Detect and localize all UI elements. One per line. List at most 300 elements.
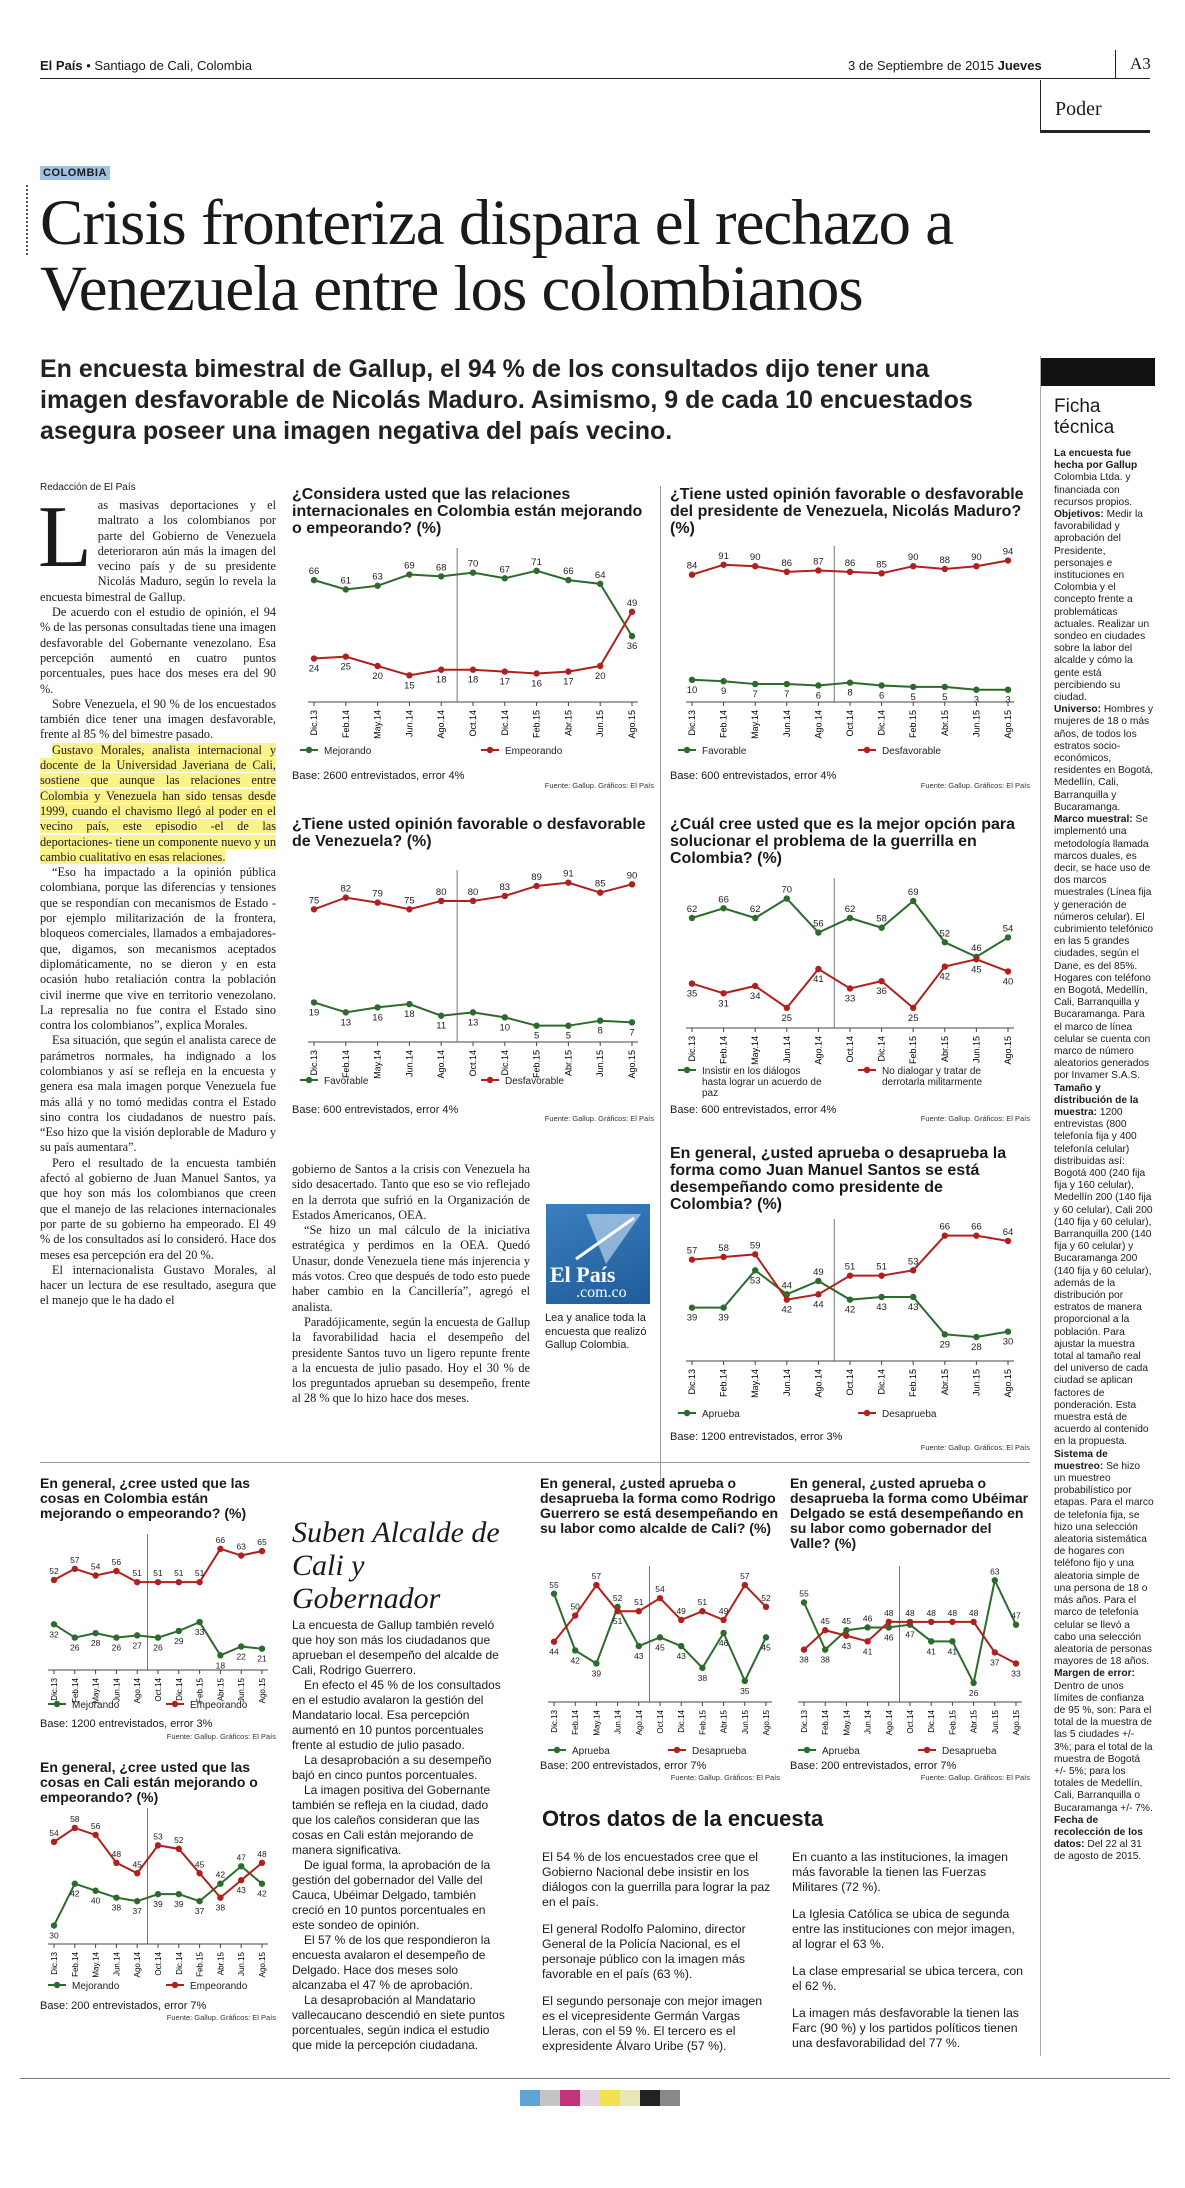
series-line: [314, 571, 632, 636]
ficha-text: Colombia Ltda. y financiada con recursos propios.: [1054, 472, 1133, 508]
data-label: 48: [111, 1848, 122, 1859]
data-label: 84: [686, 560, 698, 572]
data-label: 90: [907, 552, 919, 564]
data-point: [1005, 557, 1011, 563]
x-tick-label: Feb.15: [698, 1710, 708, 1735]
data-label: 7: [752, 689, 758, 701]
legend-label: Favorable: [324, 1076, 369, 1087]
data-point: [864, 1624, 870, 1630]
chart-base: Base: 600 entrevistados, error 4%: [292, 1104, 459, 1116]
x-tick-label: May.14: [372, 710, 383, 739]
x-tick-label: Dic.13: [550, 1710, 559, 1733]
page-number: A3: [1130, 54, 1151, 73]
data-point: [259, 1881, 265, 1887]
data-point: [973, 687, 979, 693]
data-label: 48: [926, 1607, 936, 1618]
data-point: [51, 1922, 57, 1928]
data-label: 55: [799, 1588, 809, 1599]
kicker: COLOMBIA: [40, 166, 110, 180]
data-label: 91: [718, 550, 729, 562]
data-label: 25: [781, 1012, 793, 1024]
series-line: [314, 612, 632, 675]
x-tick-label: Dic.14: [927, 1710, 937, 1733]
chart-source: Fuente: Gallup. Gráficos: El País: [670, 1773, 780, 1782]
data-label: 28: [90, 1638, 101, 1649]
data-label: 47: [1011, 1610, 1021, 1621]
data-point: [343, 586, 349, 592]
data-label: 38: [215, 1902, 226, 1913]
data-point: [438, 1013, 444, 1019]
data-point: [657, 1634, 663, 1640]
column-divider: [660, 486, 661, 1486]
legend-dot: [487, 1077, 493, 1083]
data-label: 49: [813, 1267, 824, 1278]
data-point: [878, 1272, 884, 1278]
data-point: [406, 1001, 412, 1007]
data-point: [502, 668, 508, 674]
x-tick-label: Oct.14: [154, 1952, 163, 1976]
color-swatch: [540, 2090, 560, 2106]
data-point: [113, 1634, 119, 1640]
data-label: 44: [549, 1646, 559, 1657]
x-tick-label: Jun.14: [112, 1678, 122, 1703]
data-label: 38: [111, 1902, 122, 1913]
legend-dot: [54, 1701, 60, 1707]
x-tick-label: Jun.14: [404, 1050, 415, 1078]
data-point: [438, 667, 444, 673]
data-point: [763, 1634, 769, 1640]
paragraph-highlighted: [40, 743, 276, 865]
data-point: [636, 1608, 642, 1614]
data-point: [720, 678, 726, 684]
legend-label: Aprueba: [572, 1746, 610, 1757]
chart-source: Fuente: Gallup. Gráficos: El País: [920, 1773, 1030, 1782]
data-point: [134, 1870, 140, 1876]
data-point: [565, 1022, 571, 1028]
data-point: [689, 572, 695, 578]
data-label: 52: [174, 1834, 184, 1845]
chart-relaciones-svg: [292, 544, 654, 774]
ficha-item: [1054, 814, 1154, 1082]
data-point: [970, 1680, 976, 1686]
data-label: 41: [813, 974, 824, 985]
data-label: 45: [820, 1616, 830, 1627]
ficha-tecnica: [1054, 448, 1154, 1864]
data-point: [801, 1646, 807, 1652]
legend-dot: [864, 747, 870, 753]
data-point: [720, 990, 726, 996]
x-tick-label: Feb.14: [821, 1710, 831, 1735]
data-label: 86: [844, 557, 856, 569]
data-point: [784, 1005, 790, 1011]
data-point: [689, 1304, 695, 1310]
data-label: 5: [942, 691, 948, 703]
data-label: 8: [597, 1025, 603, 1037]
data-label: 52: [612, 1592, 623, 1603]
x-tick-label: Jun.15: [971, 1369, 982, 1397]
data-point: [678, 1617, 684, 1623]
data-label: 62: [686, 904, 698, 915]
x-tick-label: Abr.15: [563, 710, 574, 737]
x-tick-label: Feb.14: [571, 1710, 581, 1735]
data-label: 59: [749, 1240, 761, 1252]
data-point: [155, 1842, 161, 1848]
data-point: [238, 1552, 244, 1558]
data-label: 64: [594, 569, 606, 581]
ficha-item: [1054, 448, 1154, 509]
data-point: [942, 1331, 948, 1337]
data-label: 46: [884, 1632, 894, 1643]
data-point: [565, 879, 571, 885]
data-label: 57: [686, 1245, 698, 1257]
data-point: [176, 1628, 182, 1634]
data-point: [1005, 1328, 1011, 1334]
data-label: 71: [531, 556, 542, 568]
elpais-promo-logo[interactable]: [546, 1204, 650, 1304]
data-point: [699, 1665, 705, 1671]
ficha-title: Ficha técnica: [1054, 396, 1115, 438]
data-point: [815, 567, 821, 573]
chart-santos: [670, 1145, 1030, 1452]
paragraph: Esa situación, que según el analista carece de parámetros normales, ha indignado a los colombianos y así se refleja en la encuesta y genera esa mala imagen porque Venezuela fue más allá y no tomó medidas contra el Estado sino contra los ciudadanos de nuestro país. “Eso hizo que la visión deplorable de Maduro y su país aumentara”.: [40, 1033, 276, 1155]
data-label: 39: [591, 1668, 602, 1679]
legend-dot: [54, 1982, 60, 1988]
data-point: [763, 1604, 769, 1610]
data-point: [438, 898, 444, 904]
x-tick-label: May.14: [750, 1036, 761, 1065]
x-tick-label: Feb.15: [195, 1678, 205, 1703]
chart-title: En general, ¿cree usted que las cosas en Cali están mejorando o empeorando? (%): [40, 1759, 258, 1805]
data-point: [565, 577, 571, 583]
data-point: [614, 1608, 620, 1614]
data-point: [217, 1894, 223, 1900]
data-point: [72, 1634, 78, 1640]
data-label: 13: [340, 1017, 352, 1029]
data-point: [597, 581, 603, 587]
data-point: [593, 1582, 599, 1588]
legend-label: Desfavorable: [505, 1076, 564, 1087]
legend-label: derrotarla militarmente: [882, 1077, 983, 1088]
data-label: 85: [594, 878, 606, 890]
chart-base: Base: 1200 entrevistados, error 3%: [40, 1718, 213, 1730]
x-tick-label: Jun.14: [613, 1710, 623, 1735]
x-tick-label: May.14: [91, 1952, 101, 1978]
edge-marks: [26, 185, 32, 255]
data-point: [720, 1617, 726, 1623]
data-label: 38: [697, 1672, 708, 1683]
data-point: [533, 883, 539, 889]
data-point: [374, 663, 380, 669]
data-label: 68: [435, 562, 447, 574]
data-label: 42: [570, 1655, 580, 1666]
data-label: 7: [629, 1027, 635, 1039]
data-point: [593, 1660, 599, 1666]
data-point: [742, 1678, 748, 1684]
data-point: [928, 1619, 934, 1625]
chart-title: ¿Tiene usted opinión favorable o desfavorable de Venezuela? (%): [292, 816, 646, 850]
data-label: 56: [813, 918, 824, 930]
data-label: 54: [655, 1584, 665, 1595]
data-point: [815, 1291, 821, 1297]
x-tick-label: Ago.14: [133, 1678, 143, 1704]
x-tick-label: Jun.15: [595, 1050, 606, 1078]
x-tick-label: Abr.15: [563, 1050, 574, 1077]
data-label: 51: [194, 1568, 205, 1579]
x-tick-label: Abr.15: [939, 1036, 950, 1063]
data-point: [113, 1860, 119, 1866]
data-label: 15: [404, 680, 415, 692]
data-point: [689, 980, 695, 986]
data-label: 91: [563, 868, 574, 880]
page-date: [848, 58, 1042, 73]
data-label: 17: [563, 676, 574, 688]
data-label: 33: [194, 1627, 205, 1638]
x-tick-label: Feb.14: [718, 710, 729, 739]
data-point: [1005, 1238, 1011, 1244]
data-point: [155, 1634, 161, 1640]
x-tick-label: Oct.14: [845, 1036, 855, 1063]
x-tick-label: Jun.15: [237, 1952, 247, 1977]
data-point: [72, 1566, 78, 1572]
data-point: [72, 1881, 78, 1887]
data-label: 49: [718, 1605, 729, 1616]
data-label: 43: [676, 1651, 686, 1662]
data-point: [155, 1891, 161, 1897]
data-label: 11: [436, 1020, 447, 1032]
data-label: 79: [372, 888, 383, 900]
data-point: [551, 1591, 557, 1597]
x-tick-label: Oct.14: [906, 1710, 915, 1734]
x-tick-label: Jun.14: [863, 1710, 873, 1735]
x-tick-label: Ago.15: [627, 710, 637, 739]
data-point: [910, 684, 916, 690]
data-point: [942, 963, 948, 969]
data-label: 63: [236, 1541, 246, 1552]
data-point: [907, 1619, 913, 1625]
legend-dot: [172, 1701, 178, 1707]
data-label: 51: [153, 1568, 163, 1579]
ficha-label: Sistema de muestreo:: [1054, 1448, 1108, 1472]
legend-label: Mejorando: [324, 746, 372, 757]
chart-delgado-svg: [790, 1562, 1030, 1766]
data-point: [815, 1278, 821, 1284]
data-label: 61: [340, 575, 352, 587]
legend-label: Empeorando: [190, 1700, 248, 1711]
legend-label: Favorable: [702, 746, 747, 757]
chart-relaciones: [292, 486, 654, 792]
byline: Redacción de El País: [40, 482, 136, 493]
legend-dot: [684, 747, 690, 753]
x-tick-label: Jun.14: [781, 1036, 792, 1064]
data-label: 18: [435, 674, 447, 686]
legend-label: hasta lograr un acuerdo de: [702, 1077, 822, 1088]
data-label: 33: [844, 993, 856, 1005]
data-label: 45: [194, 1859, 205, 1870]
ficha-item: [1054, 1083, 1154, 1449]
data-point: [406, 906, 412, 912]
data-label: 66: [939, 1221, 951, 1233]
x-tick-label: Jun.15: [990, 1710, 1000, 1735]
chart-base: Base: 200 entrevistados, error 7%: [540, 1760, 707, 1772]
data-point: [311, 999, 317, 1005]
x-tick-label: Abr.15: [939, 1369, 950, 1396]
chart-base: Base: 200 entrevistados, error 7%: [40, 2000, 207, 2012]
header-divider: [1115, 50, 1116, 78]
data-label: 40: [90, 1895, 101, 1906]
data-point: [699, 1608, 705, 1614]
data-label: 43: [907, 1302, 919, 1313]
x-tick-label: Oct.14: [468, 710, 478, 737]
legend-dot: [487, 747, 493, 753]
data-point: [374, 583, 380, 589]
data-point: [217, 1652, 223, 1658]
paragraph: Sobre Venezuela, el 90 % de los encuestados también dice tener una imagen desfavorable, frente al 85 % del bimestre pasado.: [40, 696, 276, 742]
data-point: [343, 1009, 349, 1015]
chart-colombia: [40, 1476, 276, 1746]
data-point: [196, 1619, 202, 1625]
data-point: [597, 663, 603, 669]
legend-label: Mejorando: [72, 1981, 120, 1992]
data-point: [949, 1619, 955, 1625]
x-tick-label: Dic.13: [687, 1369, 697, 1395]
ficha-text: 1200 entrevistas (800 telefonía fija y 400 telefonía celular) distribuidas así: Bogotá 400 (240 fija fija y 160 celular), Medellín 200 (140 fija y 60 celular), Cali 200 (140 fija y 60 celular), Barranquilla 200 (140 fija y 60 celular) y Bucaramanga 200 (140 fija y 60 celular), además de la distribución por estratos de manera proporcional a la población. Para ajustar la muestra total al tamaño real del universo de cada ciudad se aplican factores de ponderación. Esta muestra está de acuerdo al contenido en la propuesta.: [1054, 1106, 1153, 1448]
data-label: 58: [718, 1243, 729, 1254]
color-swatch: [620, 2090, 640, 2106]
data-point: [238, 1643, 244, 1649]
data-point: [597, 889, 603, 895]
chart-santos-svg: [670, 1217, 1030, 1429]
data-point: [784, 681, 790, 687]
data-point: [470, 898, 476, 904]
data-point: [565, 668, 571, 674]
data-label: 29: [939, 1339, 951, 1351]
data-label: 90: [749, 552, 761, 564]
paragraph: De acuerdo con el estudio de opinión, el 94 % de las personas consultadas tiene una imagen desfavorable del Gobernante venezolano. Esa percepción aumentó en cuatro puntos porcentuales, pues hace dos meses era del 90 %.: [40, 605, 276, 696]
data-point: [311, 906, 317, 912]
data-label: 51: [132, 1568, 142, 1579]
x-tick-label: Jun.14: [112, 1952, 122, 1977]
data-label: 58: [70, 1813, 80, 1824]
data-point: [374, 899, 380, 905]
data-label: 50: [570, 1601, 580, 1612]
chart-source: Fuente: Gallup. Gráficos: El País: [544, 1114, 654, 1123]
data-point: [92, 1887, 98, 1893]
x-tick-label: Dic.14: [876, 710, 887, 736]
data-point: [815, 966, 821, 972]
data-label: 67: [499, 564, 511, 576]
chart-maduro-svg: [670, 544, 1030, 774]
data-point: [629, 633, 635, 639]
legend-dot: [306, 747, 312, 753]
data-point: [678, 1643, 684, 1649]
data-label: 35: [740, 1685, 750, 1696]
data-point: [155, 1579, 161, 1585]
deck: En encuesta bimestral de Gallup, el 94 % de los consultados dijo tener una imagen desfavorable de Nicolás Maduro. Asimismo, 9 de cada 10 encuestados asegura poseer una imagen negativa del país vecino.: [40, 355, 973, 445]
data-point: [374, 1004, 380, 1010]
x-tick-label: Jun.15: [237, 1678, 247, 1703]
data-label: 46: [862, 1613, 873, 1624]
chart-title: ¿Cuál cree usted que es la mejor opción para solucionar el problema de la guerrilla en Colombia? (%): [670, 816, 1015, 867]
data-label: 42: [844, 1304, 856, 1316]
x-tick-label: Jun.14: [404, 710, 415, 738]
legend-dot: [306, 1077, 312, 1083]
data-point: [847, 915, 853, 921]
data-point: [502, 893, 508, 899]
otros-item: El 54 % de los encuestados cree que el Gobierno Nacional debe insistir en los diálogos con la guerrilla para lograr la paz en el país.: [542, 1850, 771, 1909]
data-point: [784, 895, 790, 901]
chart-source: Fuente: Gallup. Gráficos: El País: [920, 1114, 1030, 1123]
data-label: 47: [236, 1852, 246, 1863]
ficha-label: Margen de error:: [1054, 1668, 1135, 1680]
x-tick-label: Ago.14: [884, 1710, 894, 1736]
data-label: 35: [686, 988, 698, 1000]
x-tick-label: Feb.14: [718, 1369, 729, 1398]
data-label: 41: [862, 1646, 873, 1657]
data-point: [51, 1577, 57, 1583]
ficha-item: [1054, 704, 1154, 814]
data-label: 94: [1002, 546, 1014, 558]
data-label: 48: [905, 1607, 915, 1618]
data-label: 42: [939, 971, 951, 983]
data-point: [752, 983, 758, 989]
x-tick-label: Dic.14: [174, 1678, 184, 1701]
data-label: 51: [697, 1597, 708, 1608]
ficha-label: Fecha de recolección de los datos:: [1054, 1814, 1143, 1851]
data-point: [843, 1633, 849, 1639]
chart-base: Base: 1200 entrevistados, error 3%: [670, 1431, 843, 1443]
data-point: [1013, 1621, 1019, 1627]
data-point: [973, 563, 979, 569]
chart-title: ¿Tiene usted opinión favorable o desfavorable del presidente de Venezuela, Nicolás Maduro? (%): [670, 486, 1024, 537]
x-tick-label: Feb.15: [908, 710, 919, 739]
data-point: [878, 682, 884, 688]
article-column-1: [38, 489, 276, 1309]
data-point: [878, 1294, 884, 1300]
x-tick-label: Oct.14: [656, 1710, 665, 1734]
data-point: [910, 898, 916, 904]
otros-col-a: [542, 1850, 772, 2066]
x-tick-label: Dic.13: [50, 1952, 59, 1975]
x-tick-label: Jun.15: [740, 1710, 750, 1735]
data-point: [886, 1619, 892, 1625]
paragraph: as masivas deportaciones y el maltrato a los colombianos por parte del Gobierno de Venezuela deterioraron aún más la imagen del vecino país y de su presidente Nicolás Maduro, según lo revela la encuesta bimestral de Gallup.: [40, 498, 276, 604]
chart-base: Base: 600 entrevistados, error 4%: [670, 770, 837, 782]
data-point: [752, 915, 758, 921]
data-point: [176, 1846, 182, 1852]
data-point: [551, 1639, 557, 1645]
data-point: [311, 655, 317, 661]
otros-col-b: [792, 1850, 1024, 2063]
ficha-text: Se hizo un muestreo probabilístico por etapas. Para el marco de telefonía fija, se hizo una selección aleatoria sistemática de hogares con teléfono fijo y una aleatoria simple de una persona de 18 o más años. Para el marco de telefonía celular se llevó a cabo una selección aleatoria de personas mayores de 18 años.: [1054, 1460, 1154, 1668]
data-label: 56: [111, 1557, 122, 1568]
x-tick-label: May.14: [91, 1678, 101, 1704]
section-rule: [1040, 130, 1150, 133]
data-label: 44: [781, 1280, 793, 1292]
data-label: 16: [531, 678, 542, 690]
data-label: 87: [813, 556, 824, 568]
x-tick-label: Dic.14: [499, 1050, 510, 1076]
data-label: 30: [1002, 1336, 1014, 1348]
x-tick-label: Dic.14: [876, 1036, 887, 1062]
otros-item: El general Rodolfo Palomino, director General de la Policía Nacional, es el personaje público con la imagen más favorable en el país (63 %).: [542, 1922, 746, 1981]
data-label: 36: [626, 641, 638, 653]
data-point: [973, 956, 979, 962]
data-label: 42: [257, 1888, 267, 1899]
data-point: [910, 1267, 916, 1273]
data-label: 63: [990, 1566, 1000, 1577]
data-label: 17: [499, 676, 511, 688]
data-label: 88: [939, 555, 951, 567]
